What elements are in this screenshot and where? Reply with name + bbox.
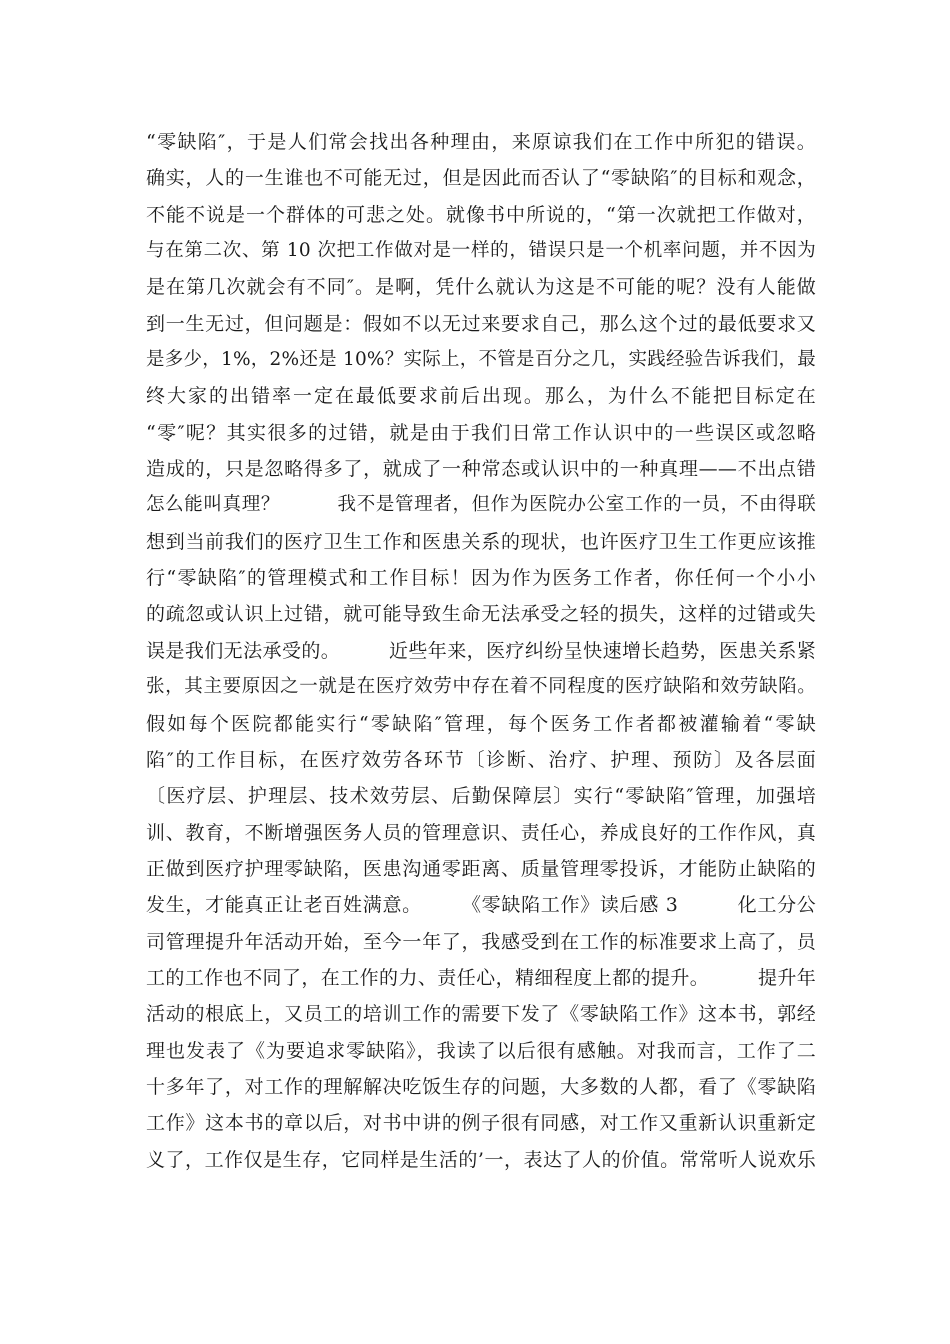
- text-line-9: “零″呢？其实很多的过错，就是由于我们日常工作认识中的一些误区或忽略: [146, 421, 816, 444]
- text-line-2: 确实，人的一生谁也不可能无过，但是因此而否认了“零缺陷″的目标和观念，: [146, 167, 816, 190]
- text-line-19: 〔医疗层、护理层、技术效劳层、后勤保障层〕实行“零缺陷″管理，加强培: [146, 785, 816, 808]
- text-line-5: 是在第几次就会有不同″。是啊，凭什么就认为这是不可能的呢？没有人能做: [146, 276, 816, 299]
- text-line-6: 到一生无过，但问题是：假如不以无过来要求自己，那么这个过的最低要求又: [146, 312, 816, 335]
- text-line-23: 司管理提升年活动开始，至今一年了，我感受到在工作的标准要求上高了，员: [146, 930, 816, 953]
- text-line-25: 活动的根底上，又员工的培训工作的需要下发了《零缺陷工作》这本书，郭经: [146, 1003, 816, 1026]
- text-line-18: 陷″的工作目标，在医疗效劳各环节〔诊断、治疗、护理、预防〕及各层面: [146, 748, 816, 771]
- text-line-17: 假如每个医院都能实行“零缺陷″管理，每个医务工作者都被灌输着“零缺: [146, 712, 816, 735]
- text-line-1: “零缺陷″，于是人们常会找出各种理由，来原谅我们在工作中所犯的错误。: [146, 131, 816, 153]
- text-line-7: 是多少，1%，2%还是 10%？实际上，不管是百分之几，实践经验告诉我们，最: [146, 349, 816, 371]
- text-line-4: 与在第二次、第 10 次把工作做对是一样的，错误只是一个机率问题，并不因为: [146, 240, 816, 262]
- text-line-15: 误是我们无法承受的。 近些年来，医疗纠纷呈快速增长趋势，医患关系紧: [146, 639, 816, 662]
- text-line-3: 不能不说是一个群体的可悲之处。就像书中所说的，“第一次就把工作做对，: [146, 203, 816, 226]
- text-line-8: 终大家的出错率一定在最低要求前后出现。那么，为什么不能把目标定在: [146, 385, 816, 408]
- text-line-28: 工作》这本书的章以后，对书中讲的例子很有同感，对工作又重新认识重新定: [146, 1112, 816, 1135]
- text-line-10: 造成的，只是忽略得多了，就成了一种常态或认识中的一种真理——不出点错: [146, 458, 816, 481]
- text-line-13: 行“零缺陷″的管理模式和工作目标！因为作为医务工作者，你任何一个小小: [146, 567, 816, 590]
- text-line-21: 正做到医疗护理零缺陷，医患沟通零距离、质量管理零投诉，才能防止缺陷的: [146, 857, 816, 880]
- document-body: [146, 124, 816, 1178]
- text-line-20: 训、教育，不断增强医务人员的管理意识、责任心，养成良好的工作作风，真: [146, 821, 816, 844]
- text-line-26: 理也发表了《为要追求零缺陷》，我读了以后很有感触。对我而言，工作了二: [146, 1039, 816, 1062]
- text-line-27: 十多年了，对工作的理解解决吃饭生存的问题，大多数的人都，看了《零缺陷: [146, 1075, 816, 1098]
- text-line-16: 张，其主要原因之一就是在医疗效劳中存在着不同程度的医疗缺陷和效劳缺陷。: [146, 676, 816, 698]
- text-line-11: 怎么能叫真理？ 我不是管理者，但作为医院办公室工作的一员，不由得联: [146, 494, 816, 516]
- text-line-29: 义了，工作仅是生存，它同样是生活的’一，表达了人的价值。常常听人说欢乐: [146, 1148, 816, 1171]
- text-line-12: 想到当前我们的医疗卫生工作和医患关系的现状，也许医疗卫生工作更应该推: [146, 530, 816, 553]
- text-line-22: 发生，才能真正让老百姓满意。 《零缺陷工作》读后感 3 化工分公: [146, 894, 816, 917]
- text-line-14: 的疏忽或认识上过错，就可能导致生命无法承受之轻的损失，这样的过错或失: [146, 603, 816, 626]
- text-line-24: 工的工作也不同了，在工作的力、责任心，精细程度上都的提升。 提升年: [146, 966, 816, 989]
